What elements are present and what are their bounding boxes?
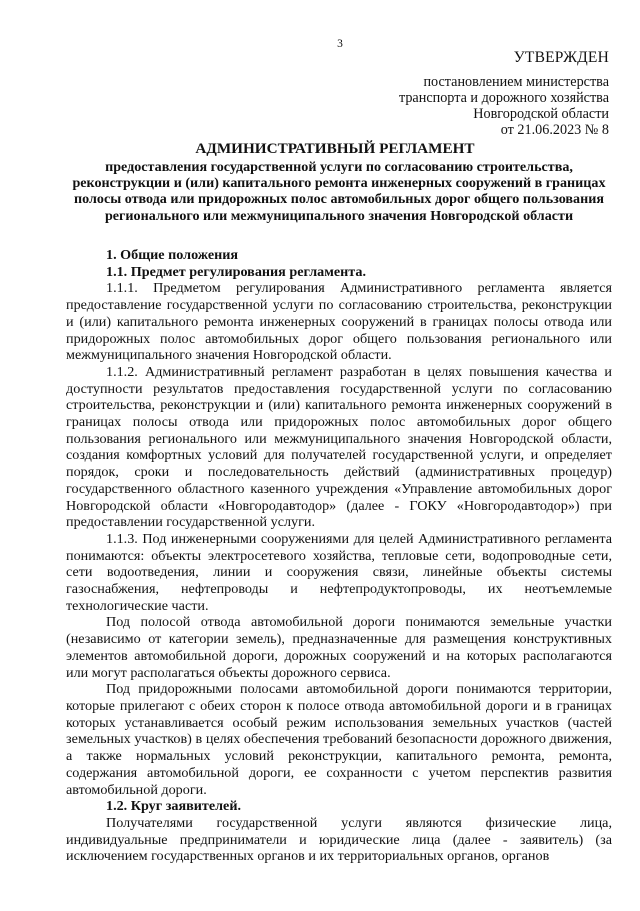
subsection-heading: 1.2. Круг заявителей.	[106, 798, 242, 815]
approval-stamp: УТВЕРЖДЕН	[513, 49, 609, 66]
document-body	[66, 247, 612, 865]
page-number: 3	[337, 38, 343, 50]
approval-line: Новгородской области	[473, 106, 609, 122]
approval-line: постановлением министерства	[423, 74, 609, 90]
subsection-heading: 1.1. Предмет регулирования регламента.	[106, 263, 366, 280]
approval-block	[369, 50, 609, 138]
approval-line: транспорта и дорожного хозяйства	[398, 90, 609, 106]
paragraph-1-1-1: 1.1.1. Предметом регулирования Административного регламента является предоставление государственной услуги по согласованию строительства, реконструкции и (или) капитального ремонта инженерных сооружений в границах полосы отвода или придорожных полос автомобильных дорог общего пользования регионального или межмуниципального значения Новгородской области.	[66, 280, 612, 364]
document-subtitle: предоставления государственной услуги по согласованию строительства, реконструкции и (или) капитального ремонта инженерных сооружений в границах полосы отвода или придорожных полос автомобильных дорог общего пользования регионального или межмуниципального значения Новгородской области	[72, 159, 606, 224]
paragraph-polosa-otvoda: Под полосой отвода автомобильной дороги понимаются земельные участки (независимо от категории земель), предназначенные для размещения конструктивных элементов автомобильной дороги, дорожных сооружений и на которых располагаются или могут располагаться объекты дорожного сервиса.	[66, 614, 612, 681]
paragraph-1-1-3: 1.1.3. Под инженерными сооружениями для целей Административного регламента понимаются: объекты электросетевого хозяйства, тепловые сети, водопроводные сети, сети водоотведения, линии и сооружения связи, линейные объекты системы газоснабжения, нефтепроводы и нефтепродуктопроводы, их неотъемлемые технологические части.	[66, 530, 612, 614]
approval-date: от 21.06.2023 № 8	[500, 122, 609, 138]
paragraph-1-1-2: 1.1.2. Административный регламент разработан в целях повышения качества и доступности результатов предоставления государственной услуги по согласованию строительства, реконструкции и (или) капитального ремонта инженерных сооружений в границах полосы отвода или придорожных полос автомобильных дорог общего пользования регионального или межмуниципального значения Новгородской области, создания комфортных условий для получателей государственной услуги, и определяет порядок, сроки и последовательность действий (административных процедур) государственного областного казенного учреждения «Управление автомобильных дорог Новгородской области «Новгородавтодор» (далее - ГОКУ «Новгородавтодор») при предоставлении государственной услуги.	[66, 363, 612, 531]
paragraph-pridorozhnye-polosy: Под придорожными полосами автомобильной дороги понимаются территории, которые прилегают с обеих сторон к полосе отвода автомобильной дороги и в границах которых устанавливается особый режим использования земельных участков (частей земельных участков) в целях обеспечения требований безопасности дорожного движения, а также нормальных условий реконструкции, капитального ремонта, ремонта, содержания автомобильной дороги, ее сохранности с учетом перспектив развития автомобильной дороги.	[66, 681, 612, 798]
section-heading: 1. Общие положения	[106, 247, 239, 263]
paragraph-poluchateli: Получателями государственной услуги являются физические лица, индивидуальные предприниматели и юридические лица (далее - заявитель) (за исключением государственных органов и их территориальных органов, органов	[66, 814, 612, 865]
document-title: АДМИНИСТРАТИВНЫЙ РЕГЛАМЕНТ	[195, 140, 475, 157]
